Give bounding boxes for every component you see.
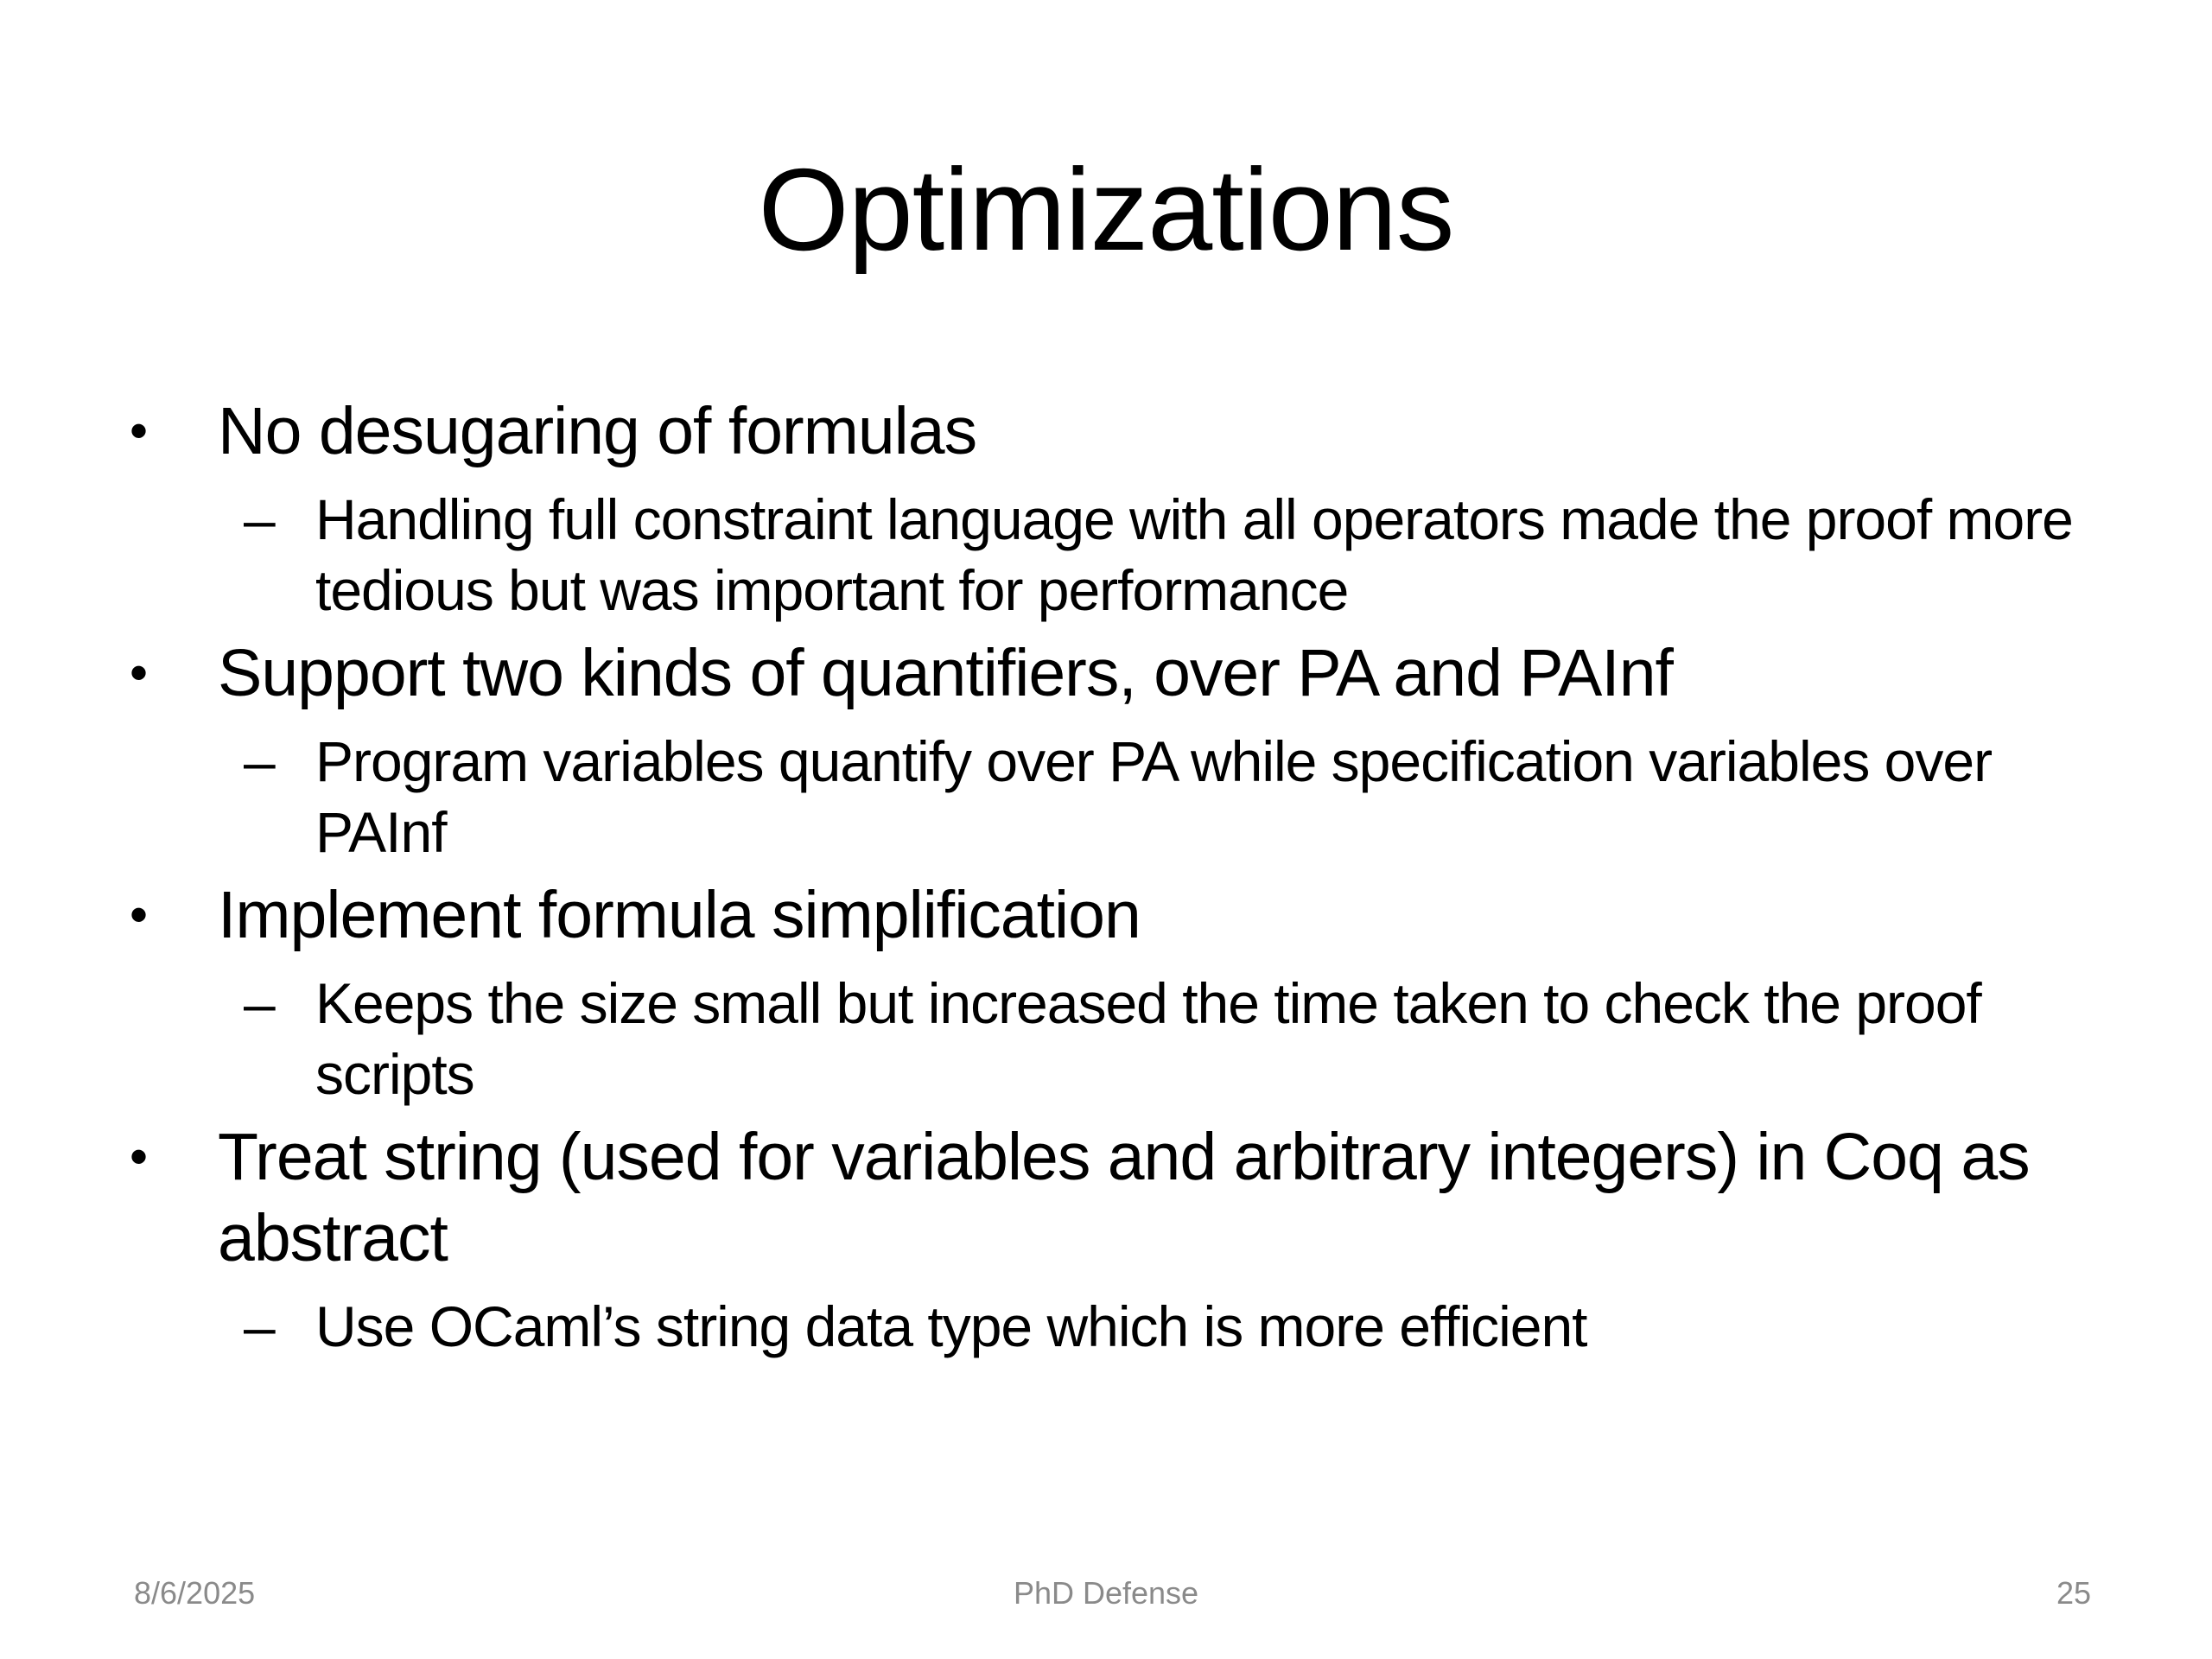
sub-item	[130, 726, 2082, 868]
sub-item	[130, 1291, 2082, 1362]
sub-marker: –	[244, 971, 275, 1035]
sub-list	[130, 1291, 2082, 1362]
bullet-text: Support two kinds of quantifiers, over PA and PAInf	[218, 636, 1673, 710]
bullet-item	[130, 874, 2082, 956]
sub-marker: –	[244, 487, 275, 551]
sub-item	[130, 968, 2082, 1109]
bullet-text: No desugaring of formulas	[218, 394, 977, 468]
footer-title: PhD Defense	[1013, 1575, 1199, 1611]
bullet-text: Implement formula simplification	[218, 878, 1141, 952]
bullet-marker: •	[130, 1128, 148, 1185]
slide-number: 25	[2056, 1575, 2091, 1611]
sub-text: Use OCaml’s string data type which is more efficient	[315, 1294, 1587, 1358]
bullet-item	[130, 632, 2082, 714]
bullet-item	[130, 1116, 2082, 1279]
bullet-item	[130, 391, 2082, 472]
slide-title: Optimizations	[758, 144, 1454, 275]
sub-list	[130, 726, 2082, 868]
sub-marker: –	[244, 1294, 275, 1358]
sub-list	[130, 484, 2082, 626]
sub-item	[130, 484, 2082, 626]
slide-body	[130, 391, 2082, 1369]
bullet-marker: •	[130, 644, 148, 702]
sub-marker: –	[244, 729, 275, 793]
sub-text: Keeps the size small but increased the time taken to check the proof scripts	[315, 971, 1981, 1106]
bullet-marker: •	[130, 886, 148, 944]
bullet-text: Treat string (used for variables and arbitrary integers) in Coq as abstract	[218, 1120, 2030, 1275]
bullet-marker: •	[130, 402, 148, 460]
sub-text: Program variables quantify over PA while specification variables over PAInf	[315, 729, 1993, 864]
footer-date: 8/6/2025	[134, 1575, 256, 1611]
sub-list	[130, 968, 2082, 1109]
sub-text: Handling full constraint language with all operators made the proof more tedious but was important for performance	[315, 487, 2073, 622]
